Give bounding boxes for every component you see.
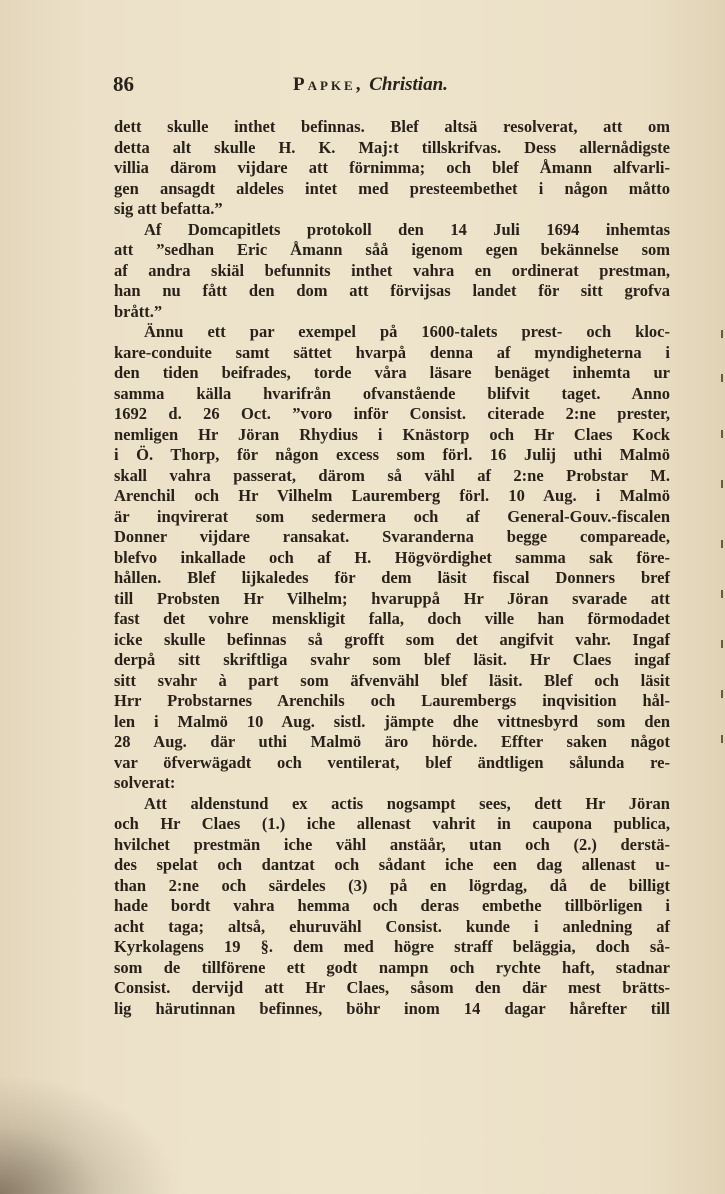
text-line: dett skulle inthet befinnas. Blef altsä resolverat, att om xyxy=(114,117,670,136)
text-line: till Probsten Hr Vilhelm; hvaruppå Hr Jöran svarade att xyxy=(114,588,670,608)
margin-mark xyxy=(721,735,723,743)
text-line: Consist. dervijd att Hr Claes, såsom den där mest brätts- xyxy=(114,978,670,997)
text-line: Hrr Probstarnes Arenchils och Laurembergs inqvisition hål- xyxy=(114,691,670,710)
margin-mark xyxy=(721,374,723,382)
text-line: var öfverwägadt och ventilerat, blef ändtligen sålunda re- xyxy=(114,752,670,772)
text-line: som de tillförene ett godt nampn och rychte haft, stadnar xyxy=(114,957,670,977)
text-line: skall vahra passerat, därom så vähl af 2:ne Probstar M. xyxy=(114,465,670,485)
text-line: 1692 d. 26 Oct. ”voro inför Consist. citerade 2:ne prester, xyxy=(114,404,670,423)
text-line: hållen. Blef lijkaledes för dem läsit fiscal Donners bref xyxy=(114,568,670,587)
text-line: len i Malmö 10 Aug. sistl. jämpte dhe vittnesbyrd som den xyxy=(114,711,670,731)
text-line: derpå sitt skriftliga svahr som blef läsit. Hr Claes ingaf xyxy=(114,650,670,669)
text-line: lig härutinnan befinnes, böhr inom 14 dagar hårefter till xyxy=(114,998,670,1018)
margin-mark xyxy=(721,330,723,338)
page-header xyxy=(113,72,673,102)
text-line: detta alt skulle H. K. Maj:t tillskrifvas. Dess allernådigste xyxy=(114,137,670,157)
text-line: fast det vohre menskligit falla, doch ville han förmodadet xyxy=(114,609,670,628)
text-line: Arenchil och Hr Vilhelm Lauremberg förl. 10 Aug. i Malmö xyxy=(114,486,670,505)
text-line: nemligen Hr Jöran Rhydius i Knästorp och Hr Claes Kock xyxy=(114,424,670,444)
margin-mark xyxy=(721,540,723,548)
running-head xyxy=(293,74,448,96)
text-line: Kyrkolagens 19 §. dem med högre straff beläggia, doch så- xyxy=(114,937,670,956)
text-line: att ”sedhan Eric Åmann såå igenom egen bekännelse som xyxy=(114,240,670,259)
text-line: blefvo inkallade och af H. Högvördighet samma sak före- xyxy=(114,547,670,567)
text-line: Donner vijdare ransakat. Svaranderna begge compareade, xyxy=(114,527,670,546)
running-head-surname: Papke, xyxy=(293,74,364,95)
margin-mark xyxy=(721,690,723,698)
text-line: solverat: xyxy=(114,773,176,792)
text-line: och Hr Claes (1.) iche allenast vahrit in caupona publica, xyxy=(114,814,670,833)
text-line: Att aldenstund ex actis nogsampt sees, dett Hr Jöran xyxy=(144,793,670,813)
text-line: han nu fått den dom att förvijsas landet för sitt grofva xyxy=(114,281,670,300)
text-line: samma källa hvarifrån ofvanstående blifvit taget. Anno xyxy=(114,383,670,403)
text-line: villia därom vijdare att förnimma; och blef Åmann alfvarli- xyxy=(114,158,670,177)
margin-mark xyxy=(721,590,723,598)
text-line: acht taga; altså, ehuruvähl Consist. kunde i anledning af xyxy=(114,916,670,936)
text-line: des spelat och dantzat och sådant iche een dag allenast u- xyxy=(114,855,670,874)
text-line: af andra skiäl befunnits inthet vahra en ordinerat prestman, xyxy=(114,260,670,280)
page-corner-shadow xyxy=(0,1074,180,1194)
text-line: Ännu ett par exempel på 1600-talets prest- och kloc- xyxy=(144,322,670,341)
text-line: Af Domcapitlets protokoll den 14 Juli 1694 inhemtas xyxy=(144,219,670,239)
text-line: sig att befatta.” xyxy=(114,199,223,218)
margin-mark xyxy=(721,480,723,488)
page-number: 86 xyxy=(113,72,134,96)
text-line: kare-conduite samt sättet hvarpå denna af myndigheterna i xyxy=(114,342,670,362)
margin-mark xyxy=(721,640,723,648)
text-line: i Ö. Thorp, för någon excess som förl. 16 Julij uthi Malmö xyxy=(114,445,670,464)
text-line: than 2:ne och särdeles (3) på en lögrdag, då de billigt xyxy=(114,875,670,895)
text-line: sitt svahr à part som äfvenvähl blef läsit. Blef och läsit xyxy=(114,670,670,690)
text-line: hade bordt vahra hemma och deras embethe tillbörligen i xyxy=(114,896,670,915)
text-line: gen ansagdt aldeles intet med presteembethet i någon måtto xyxy=(114,178,670,198)
text-line: brått.” xyxy=(114,301,163,321)
body-text xyxy=(114,117,670,1019)
text-line: icke skulle befinnas så grofft som det angifvit vahr. Ingaf xyxy=(114,629,670,649)
text-line: hvilchet prestmän iche vähl anstäår, utan och (2.) derstä- xyxy=(114,834,670,854)
text-line: den tiden beifrades, torde våra läsare benäget inhemta ur xyxy=(114,363,670,382)
running-head-given-name: Christian. xyxy=(369,74,448,95)
bleed-through-marks xyxy=(713,330,723,750)
text-line: 28 Aug. där uthi Malmö äro hörde. Effter saken något xyxy=(114,732,670,751)
margin-mark xyxy=(721,430,723,438)
text-line: är inqvirerat som sedermera och af General-Gouv.-fiscalen xyxy=(114,506,670,526)
